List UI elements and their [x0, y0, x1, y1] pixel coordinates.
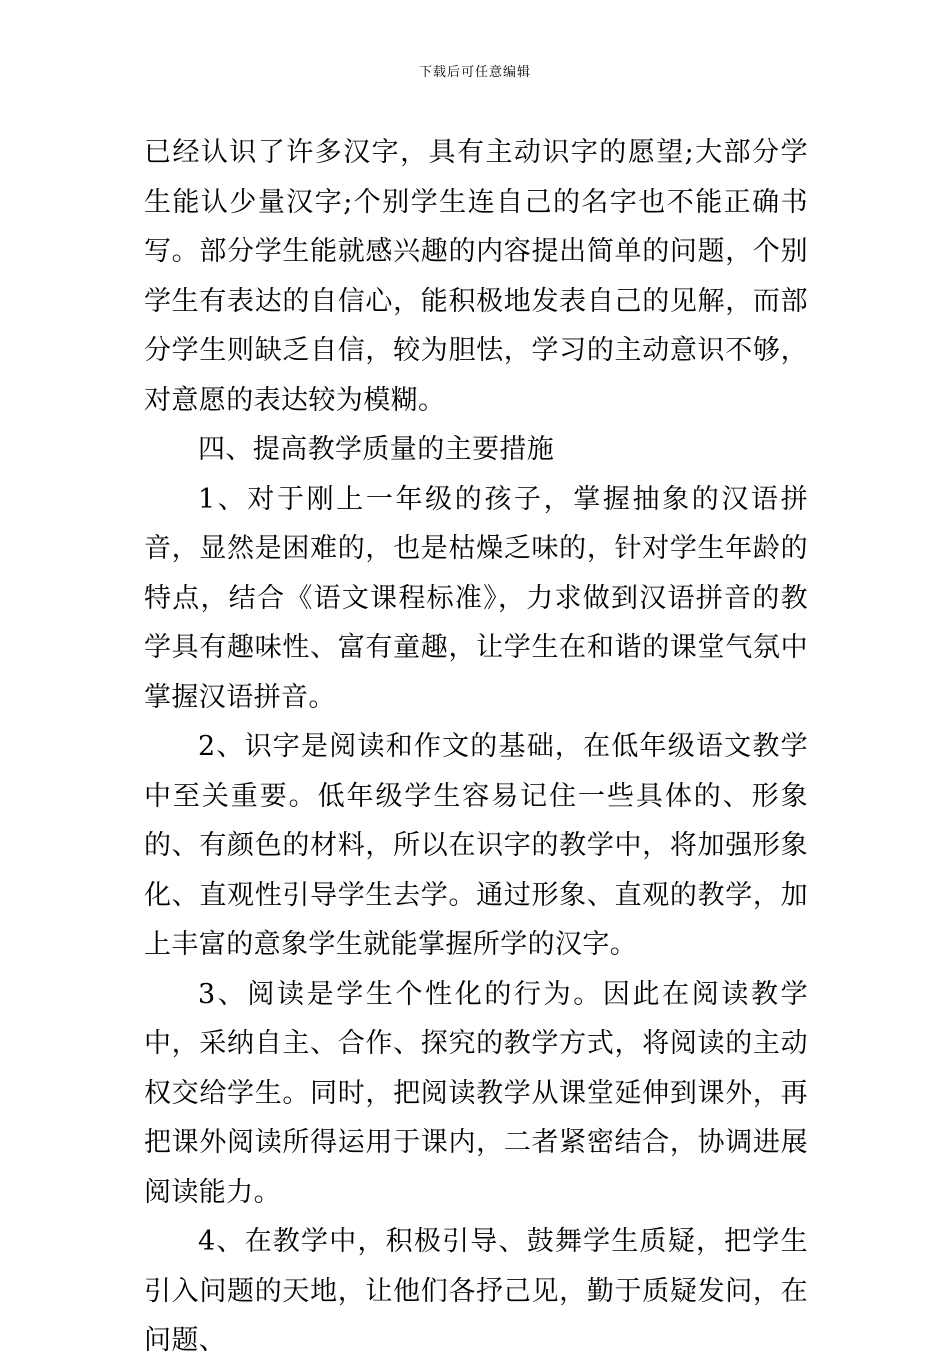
document-body	[144, 128, 808, 1366]
section-heading-measures: 四、提高教学质量的主要措施	[198, 434, 555, 465]
paragraph-measure-2: 2、识字是阅读和作文的基础，在低年级语文教学中至关重要。低年级学生容易记住一些具体的、形象的、有颜色的材料，所以在识字的教学中，将加强形象化、直观性引导学生去学。通过形象、直观的教学，加上丰富的意象学生就能掌握所学的汉字。	[144, 731, 808, 960]
page-header: 下载后可任意编辑	[418, 65, 531, 80]
paragraph-measure-4: 4、在教学中，积极引导、鼓舞学生质疑，把学生引入问题的天地，让他们各抒己见，勤于质疑发问，在问题、	[144, 1226, 808, 1356]
paragraph-student-analysis: 已经认识了许多汉字，具有主动识字的愿望;大部分学生能认少量汉字;个别学生连自己的名字也不能正确书写。部分学生能就感兴趣的内容提出简单的问题，个别学生有表达的自信心，能积极地发表自己的见解，而部分学生则缺乏自信，较为胆怯，学习的主动意识不够，对意愿的表达较为模糊。	[144, 137, 808, 416]
paragraph-measure-1: 1、对于刚上一年级的孩子，掌握抽象的汉语拼音，显然是困难的，也是枯燥乏味的，针对学生年龄的特点，结合《语文课程标准》，力求做到汉语拼音的教学具有趣味性、富有童趣，让学生在和谐的课堂气氛中掌握汉语拼音。	[144, 483, 808, 713]
paragraph-measure-3: 3、阅读是学生个性化的行为。因此在阅读教学中，采纳自主、合作、探究的教学方式，将阅读的主动权交给学生。同时，把阅读教学从课堂延伸到课外，再把课外阅读所得运用于课内，二者紧密结合，协调进展阅读能力。	[144, 978, 808, 1208]
